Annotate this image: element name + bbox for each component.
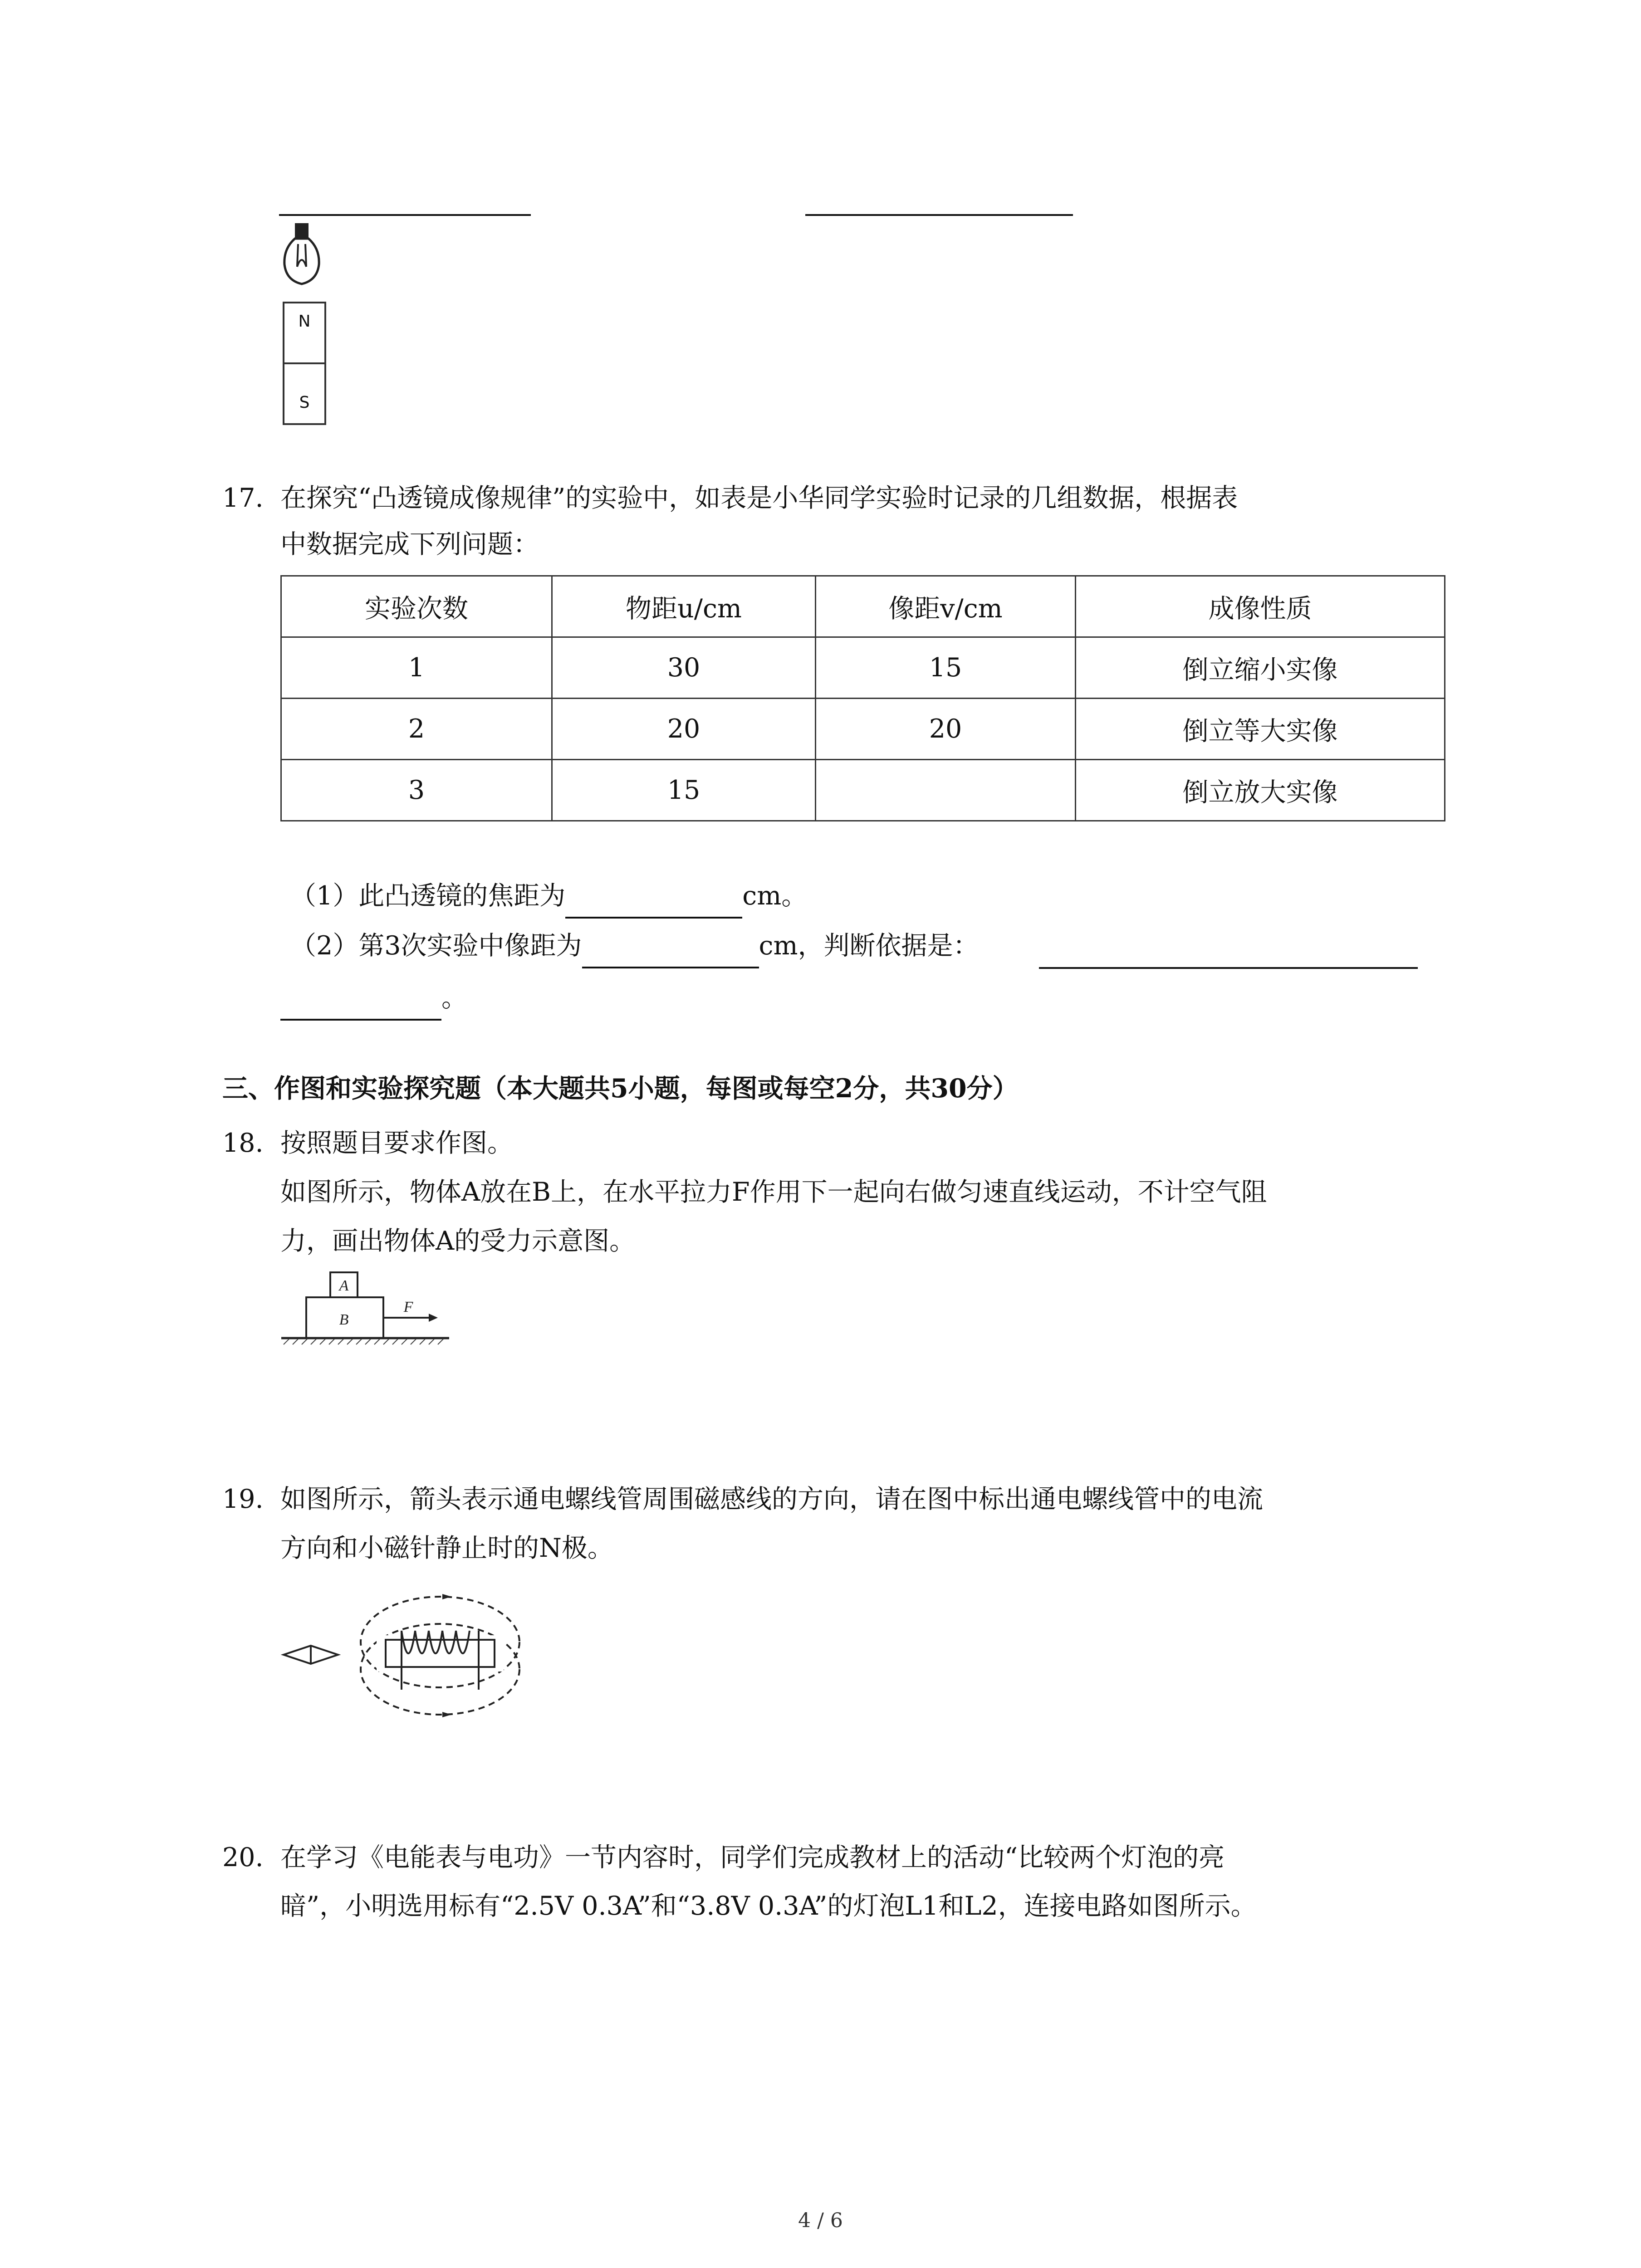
table-header-cell: 像距v/cm — [816, 576, 1076, 637]
table-cell: 15 — [552, 760, 816, 821]
q17-sub2-prefix: （2）第3次实验中像距为 — [290, 931, 582, 961]
compass-needle — [284, 1646, 338, 1664]
q17-sub1-unit: cm。 — [742, 881, 808, 911]
q17-sub1 — [290, 873, 807, 919]
q17-sub2-unit: cm，判断依据是： — [759, 931, 979, 961]
table-cell: 15 — [816, 637, 1076, 699]
q19-number: 19. — [222, 1484, 264, 1514]
q20-line1: 在学习《电能表与电功》一节内容时，同学们完成教材上的活动“比较两个灯泡的亮 — [280, 1843, 1225, 1872]
q17-sub2 — [290, 923, 979, 968]
bar-magnet — [283, 302, 326, 425]
q18-line2: 如图所示，物体A放在B上，在水平拉力F作用下一起向右做匀速直线运动，不计空气阻 — [280, 1177, 1267, 1207]
table-cell: 2 — [281, 699, 552, 760]
table-header-row — [281, 576, 1445, 637]
light-bulb-figure — [274, 221, 329, 294]
block-b-label: B — [339, 1311, 349, 1328]
q17-image-distance-blank[interactable] — [582, 938, 759, 968]
table-header-cell: 物距u/cm — [552, 576, 816, 637]
q20-number: 20. — [222, 1843, 264, 1872]
q17-reason-blank[interactable] — [1039, 965, 1418, 969]
q18-number: 18. — [222, 1128, 264, 1158]
table-row — [281, 699, 1445, 760]
table-cell: 倒立放大实像 — [1076, 760, 1445, 821]
q17-number: 17. — [222, 483, 264, 513]
table-header-cell: 成像性质 — [1076, 576, 1445, 637]
q17-sub1-prefix: （1）此凸透镜的焦距为 — [290, 881, 566, 911]
table-header-cell: 实验次数 — [281, 576, 552, 637]
table-cell: 20 — [552, 699, 816, 760]
q19-line2: 方向和小磁针静止时的N极。 — [280, 1533, 613, 1563]
page-number: 4 / 6 — [798, 2209, 843, 2232]
q17-line2: 中数据完成下列问题： — [280, 529, 539, 559]
magnet-north-pole: N — [284, 303, 324, 364]
field-arrow-top — [442, 1594, 451, 1599]
table-cell-blank[interactable] — [816, 760, 1076, 821]
magnet-south-pole: S — [299, 393, 310, 412]
answer-blank-top-right[interactable] — [805, 212, 1073, 216]
q17-focal-length-blank[interactable] — [565, 889, 742, 919]
q18-line1: 按照题目要求作图。 — [280, 1128, 513, 1158]
q19-line1: 如图所示，箭头表示通电螺线管周围磁感线的方向，请在图中标出通电螺线管中的电流 — [280, 1484, 1263, 1514]
answer-blank-top-left[interactable] — [279, 212, 531, 216]
table-row — [281, 637, 1445, 699]
q20-line2: 暗”，小明选用标有“2.5V 0.3A”和“3.8V 0.3A”的灯泡L1和L2，连接电路如图所示。 — [280, 1891, 1257, 1921]
table-cell: 30 — [552, 637, 816, 699]
q17-sub2-end: 。 — [441, 983, 467, 1013]
field-arrow-bottom — [442, 1712, 451, 1717]
section-3-heading: 三、作图和实验探究题（本大题共5小题，每图或每空2分，共30分） — [222, 1073, 1019, 1104]
q17-sub2-cont — [280, 975, 467, 1021]
table-cell: 倒立缩小实像 — [1076, 637, 1445, 699]
q19-solenoid-figure — [279, 1588, 542, 1724]
table-cell: 3 — [281, 760, 552, 821]
q17-reason-blank-2[interactable] — [280, 991, 441, 1021]
block-a-label: A — [339, 1277, 349, 1294]
q18-block-figure — [279, 1270, 454, 1352]
table-cell: 20 — [816, 699, 1076, 760]
force-label: F — [403, 1299, 413, 1315]
q17-data-table — [280, 575, 1445, 821]
table-cell: 1 — [281, 637, 552, 699]
table-row — [281, 760, 1445, 821]
q17-line1: 在探究“凸透镜成像规律”的实验中，如表是小华同学实验时记录的几组数据，根据表 — [280, 483, 1238, 513]
q18-line3: 力，画出物体A的受力示意图。 — [280, 1226, 636, 1256]
table-cell: 倒立等大实像 — [1076, 699, 1445, 760]
